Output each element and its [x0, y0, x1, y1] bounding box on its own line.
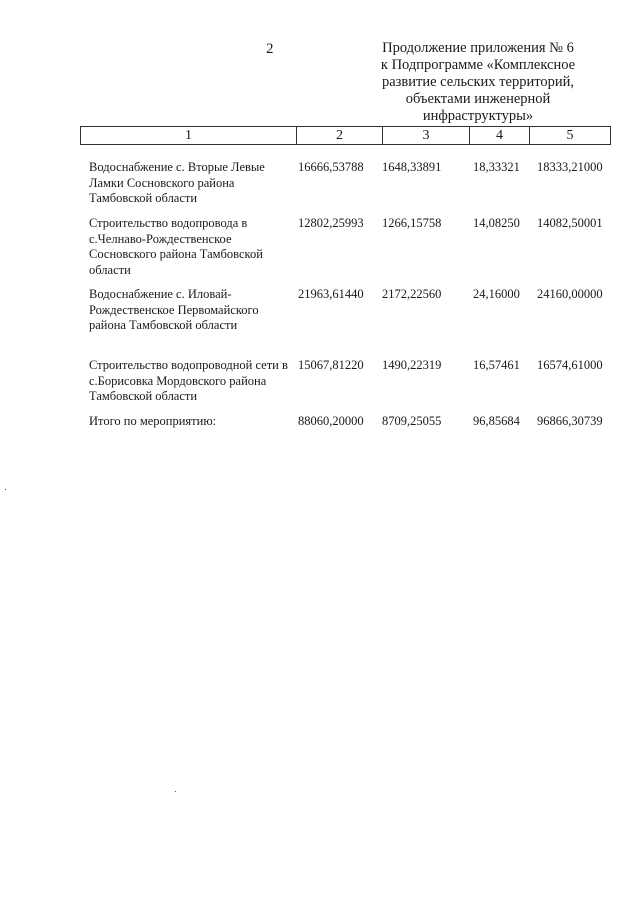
total-col-2: 88060,20000: [298, 414, 364, 428]
value-col-4: 18,33321: [473, 160, 520, 174]
appendix-header-line: Продолжение приложения № 6: [382, 40, 574, 56]
value-col-5: 18333,21000: [537, 160, 603, 174]
total-col-5: 96866,30739: [537, 414, 603, 428]
scan-speck: [5, 489, 6, 490]
appendix-header-line: инфраструктуры»: [422, 108, 534, 124]
value-col-3: 1490,22319: [382, 358, 442, 372]
activity-name: Строительство водопровода в с.Челнаво-Рождественское Сосновского района Тамбовской области: [89, 216, 263, 277]
value-col-4: 24,16000: [473, 287, 520, 301]
value-col-4: 16,57461: [473, 358, 520, 372]
value-col-5: 24160,00000: [537, 287, 603, 301]
value-col-3: 2172,22560: [382, 287, 442, 301]
total-col-3: 8709,25055: [382, 414, 442, 428]
total-label: Итого по мероприятию:: [89, 414, 217, 428]
appendix-header-line: к Подпрограмме «Комплексное: [380, 57, 576, 73]
page-number: 2: [266, 41, 274, 57]
value-col-2: 16666,53788: [298, 160, 364, 174]
value-col-4: 14,08250: [473, 216, 520, 230]
total-col-4: 96,85684: [473, 414, 520, 428]
activity-name: Водоснабжение с. Иловай-Рождественское Первомайского района Тамбовской области: [89, 287, 259, 332]
appendix-header: [360, 40, 596, 125]
value-col-2: 21963,61440: [298, 287, 364, 301]
activity-name: Строительство водопроводной сети в с.Борисовка Мордовского района Тамбовской области: [89, 358, 288, 403]
value-col-3: 1266,15758: [382, 216, 442, 230]
column-number: 4: [470, 127, 530, 145]
value-col-5: 16574,61000: [537, 358, 603, 372]
column-number: 5: [530, 127, 611, 145]
appendix-header-line: развитие сельских территорий,: [381, 74, 574, 90]
value-col-5: 14082,50001: [537, 216, 603, 230]
scan-speck: [175, 791, 176, 792]
value-col-2: 12802,25993: [298, 216, 364, 230]
column-number: 1: [81, 127, 297, 145]
appendix-header-line: объектами инженерной: [405, 91, 551, 107]
activity-name: Водоснабжение с. Вторые Левые Ламки Сосновского района Тамбовской области: [89, 160, 265, 205]
column-number: 3: [383, 127, 470, 145]
value-col-2: 15067,81220: [298, 358, 364, 372]
column-number: 2: [297, 127, 383, 145]
value-col-3: 1648,33891: [382, 160, 442, 174]
column-number-header: [80, 126, 611, 145]
